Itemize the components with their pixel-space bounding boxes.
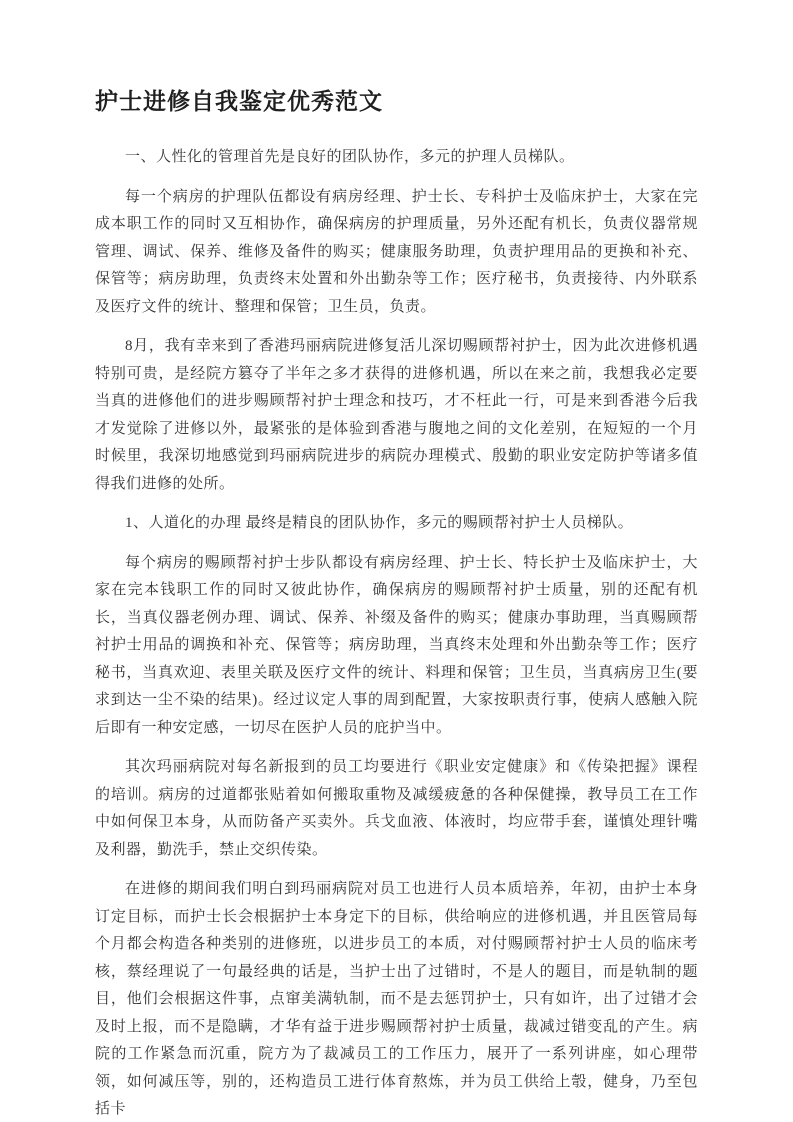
paragraph-staff-development: 在进修的期间我们明白到玛丽病院对员工也进行人员本质培养，年初，由护士本身订定目标，而护士长会根据护士本身定下的目标，供给响应的进修机遇，并且医管局每个月都会构造各种类别的进修班，以进步员工的本质，对付赐顾帮衬护士人员的临床考核，蔡经理说了一句最经典的话是，当护士出了过错时，不是人的题目，而是轨制的题目，他们会根据这件事，点窜美满轨制，而不是去惩罚护士，只有如许，出了过错才会及时上报，而不是隐瞒，才华有益于进步赐顾帮衬护士质量，裁减过错变乱的产生。病院的工作紧急而沉重，院方为了裁减员工的工作压力，展开了一系列讲座，如心理带领，如何减压等，别的，还构造员工进行体育熬炼，并为员工供给上彀，健身，乃至包括卡 <box>95 881 698 1117</box>
document-title: 护士进修自我鉴定优秀范文 <box>95 89 383 114</box>
paragraph-heading-1: 一、人性化的管理首先是良好的团队协作，多元的护理人员梯队。 <box>125 149 575 165</box>
paragraph-august-intro: 8月，我有幸来到了香港玛丽病院进修复活儿深切赐顾帮衬护士，因为此次进修机遇特别可贵，是经院方篡夺了半年之多才获得的进修机遇，所以在来之前，我想我必定要当真的进修他们的进步赐顾帮衬护士理念和技巧，才不枉此一行，可是来到香港今后我才发觉除了进修以外，最紧张的是体验到香港与腹地之间的文化差别，在短短的一个月时候里，我深切地感觉到玛丽病院进步的病院办理模式、殷勤的职业安定防护等诸多值得我们进修的处所。 <box>95 338 698 492</box>
paragraph-training-courses: 其次玛丽病院对每名新报到的员工均要进行《职业安定健康》和《传染把握》课程的培训。病房的过道都张贴着如何搬取重物及减缓疲惫的各种保健操，教导员工在工作中如何保卫本身，从而防备产买卖外。兵戈血液、体液时，均应带手套，谨慎处理针嘴及利器，勤洗手，禁止交织传染。 <box>95 759 698 858</box>
paragraph-heading-2: 1、人道化的办理 最终是精良的团队协作，多元的赐顾帮衬护士人员梯队。 <box>125 515 634 531</box>
paragraph-ward-team: 每一个病房的护理队伍都设有病房经理、护士长、专科护士及临床护士，大家在完成本职工作的同时又互相协作，确保病房的护理质量，另外还配有机长，负责仪器常规管理、调试、保养、维修及备件的购买；健康服务助理，负责护理用品的更换和补充、保管等；病房助理，负责终末处置和外出勤杂等工作；医疗秘书，负责接待、内外联系及医疗文件的统计、整理和保管；卫生员，负责。 <box>95 188 698 315</box>
paragraph-ward-team-detail: 每个病房的赐顾帮衬护士步队都设有病房经理、护士长、特长护士及临床护士，大家在完本钱职工作的同时又彼此协作，确保病房的赐顾帮衬护士质量，别的还配有机长，当真仪器老例办理、调试、保养、补缀及备件的购买；健康办事助理，当真赐顾帮衬护士用品的调换和补充、保管等；病房助理，当真终末处理和外出勤杂等工作；医疗秘书，当真欢迎、表里关联及医疗文件的统计、料理和保管；卫生员，当真病房卫生(要求到达一尘不染的结果)。经过议定人事的周到配置，大家按职责行事，使病人感触入院后即有一种安定感，一切尽在医护人员的庇护当中。 <box>95 554 698 736</box>
